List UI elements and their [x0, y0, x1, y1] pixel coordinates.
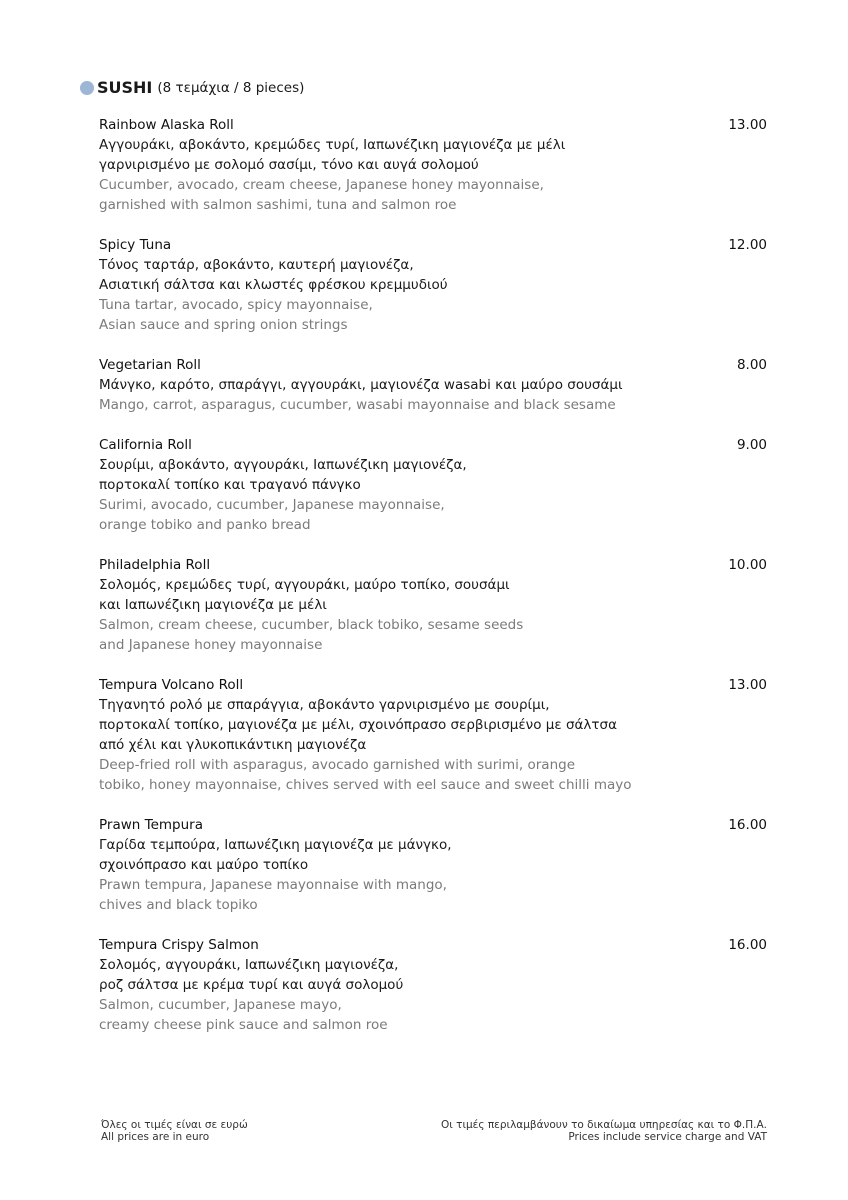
item-description-greek: σχοινόπρασο και μαύρο τοπίκο [99, 857, 309, 873]
item-description-greek: Τόνος ταρτάρ, αβοκάντο, καυτερή μαγιονέζα, [99, 257, 414, 273]
item-description-greek: Μάνγκο, καρότο, σπαράγγι, αγγουράκι, μαγιονέζα wasabi και μαύρο σουσάμι [99, 377, 623, 393]
item-description-english: and Japanese honey mayonnaise [99, 637, 323, 653]
footer-right-greek: Οι τιμές περιλαμβάνουν το δικαίωμα υπηρεσίας και το Φ.Π.Α. [440, 1119, 767, 1131]
item-name: Philadelphia Roll [99, 557, 211, 573]
item-description-greek: Τηγανητό ρολό με σπαράγγια, αβοκάντο γαρνιρισμένο με σουρίμι, [99, 697, 550, 713]
item-price: 12.00 [728, 237, 767, 253]
item-description-english: orange tobiko and panko bread [99, 517, 311, 533]
menu-item [99, 115, 767, 215]
item-price: 16.00 [728, 817, 767, 833]
item-description-greek: από χέλι και γλυκοπικάντικη μαγιονέζα [99, 737, 367, 753]
item-description-english: Asian sauce and spring onion strings [99, 317, 348, 333]
menu-item [99, 935, 767, 1035]
item-description-greek: πορτοκαλί τοπίκο, μαγιονέζα με μέλι, σχοινόπρασο σερβιρισμένο με σάλτσα [99, 717, 617, 733]
item-description-english: Prawn tempura, Japanese mayonnaise with mango, [99, 877, 447, 893]
item-description-english: Deep-fried roll with asparagus, avocado garnished with surimi, orange [99, 757, 575, 773]
item-price: 9.00 [736, 437, 767, 453]
item-description-greek: Αγγουράκι, αβοκάντο, κρεμώδες τυρί, Ιαπωνέζικη μαγιονέζα με μέλι [99, 137, 566, 153]
footer-left-greek: Όλες οι τιμές είναι σε ευρώ [101, 1119, 248, 1131]
item-description-english: Tuna tartar, avocado, spicy mayonnaise, [99, 297, 373, 313]
menu-item [99, 675, 767, 795]
footer-currency-note [101, 1119, 248, 1143]
menu-item [99, 355, 767, 415]
item-description-greek: Σολομός, κρεμώδες τυρί, αγγουράκι, μαύρο τοπίκο, σουσάμι [99, 577, 510, 593]
item-price: 13.00 [728, 677, 767, 693]
item-description-english: creamy cheese pink sauce and salmon roe [99, 1017, 388, 1033]
item-description-greek: γαρνιρισμένο με σολομό σασίμι, τόνο και αυγά σολομού [99, 157, 479, 173]
item-description-english: Salmon, cream cheese, cucumber, black tobiko, sesame seeds [99, 617, 524, 633]
item-description-english: Cucumber, avocado, cream cheese, Japanese honey mayonnaise, [99, 177, 544, 193]
item-description-english: Surimi, avocado, cucumber, Japanese mayonnaise, [99, 497, 445, 513]
menu-item [99, 435, 767, 535]
bullet-icon [80, 81, 94, 95]
menu-items [99, 115, 767, 1055]
item-description-greek: και Ιαπωνέζικη μαγιονέζα με μέλι [99, 597, 327, 613]
item-description-english: tobiko, honey mayonnaise, chives served with eel sauce and sweet chilli mayo [99, 777, 632, 793]
item-name: Spicy Tuna [99, 237, 172, 253]
item-name: Tempura Crispy Salmon [99, 937, 259, 953]
footer-left-english: All prices are in euro [101, 1131, 210, 1143]
item-price: 8.00 [736, 357, 767, 373]
item-description-greek: πορτοκαλί τοπίκο και τραγανό πάνγκο [99, 477, 361, 493]
item-name: Tempura Volcano Roll [99, 677, 244, 693]
item-description-greek: Σολομός, αγγουράκι, Ιαπωνέζικη μαγιονέζα, [99, 957, 399, 973]
item-price: 13.00 [728, 117, 767, 133]
section-title: SUSHI [97, 78, 153, 97]
footer-right-english: Prices include service charge and VAT [568, 1131, 767, 1143]
item-name: Vegetarian Roll [99, 357, 201, 373]
item-description-english: Salmon, cucumber, Japanese mayo, [99, 997, 342, 1013]
item-description-greek: Σουρίμι, αβοκάντο, αγγουράκι, Ιαπωνέζικη μαγιονέζα, [99, 457, 467, 473]
section-subtitle: (8 τεμάχια / 8 pieces) [157, 79, 305, 96]
item-description-greek: Γαρίδα τεμπούρα, Ιαπωνέζικη μαγιονέζα με μάνγκο, [99, 837, 452, 853]
footer-service-note [441, 1119, 767, 1143]
menu-item [99, 555, 767, 655]
menu-item [99, 815, 767, 915]
item-name: Rainbow Alaska Roll [99, 117, 234, 133]
item-description-english: garnished with salmon sashimi, tuna and salmon roe [99, 197, 457, 213]
menu-item [99, 235, 767, 335]
item-description-english: Mango, carrot, asparagus, cucumber, wasabi mayonnaise and black sesame [99, 397, 616, 413]
item-price: 16.00 [728, 937, 767, 953]
item-description-english: chives and black topiko [99, 897, 258, 913]
section-header [80, 78, 304, 97]
item-description-greek: Ασιατική σάλτσα και κλωστές φρέσκου κρεμμυδιού [99, 277, 448, 293]
item-name: Prawn Tempura [99, 817, 203, 833]
item-name: California Roll [99, 437, 192, 453]
item-description-greek: ροζ σάλτσα με κρέμα τυρί και αυγά σολομού [99, 977, 404, 993]
item-price: 10.00 [728, 557, 767, 573]
